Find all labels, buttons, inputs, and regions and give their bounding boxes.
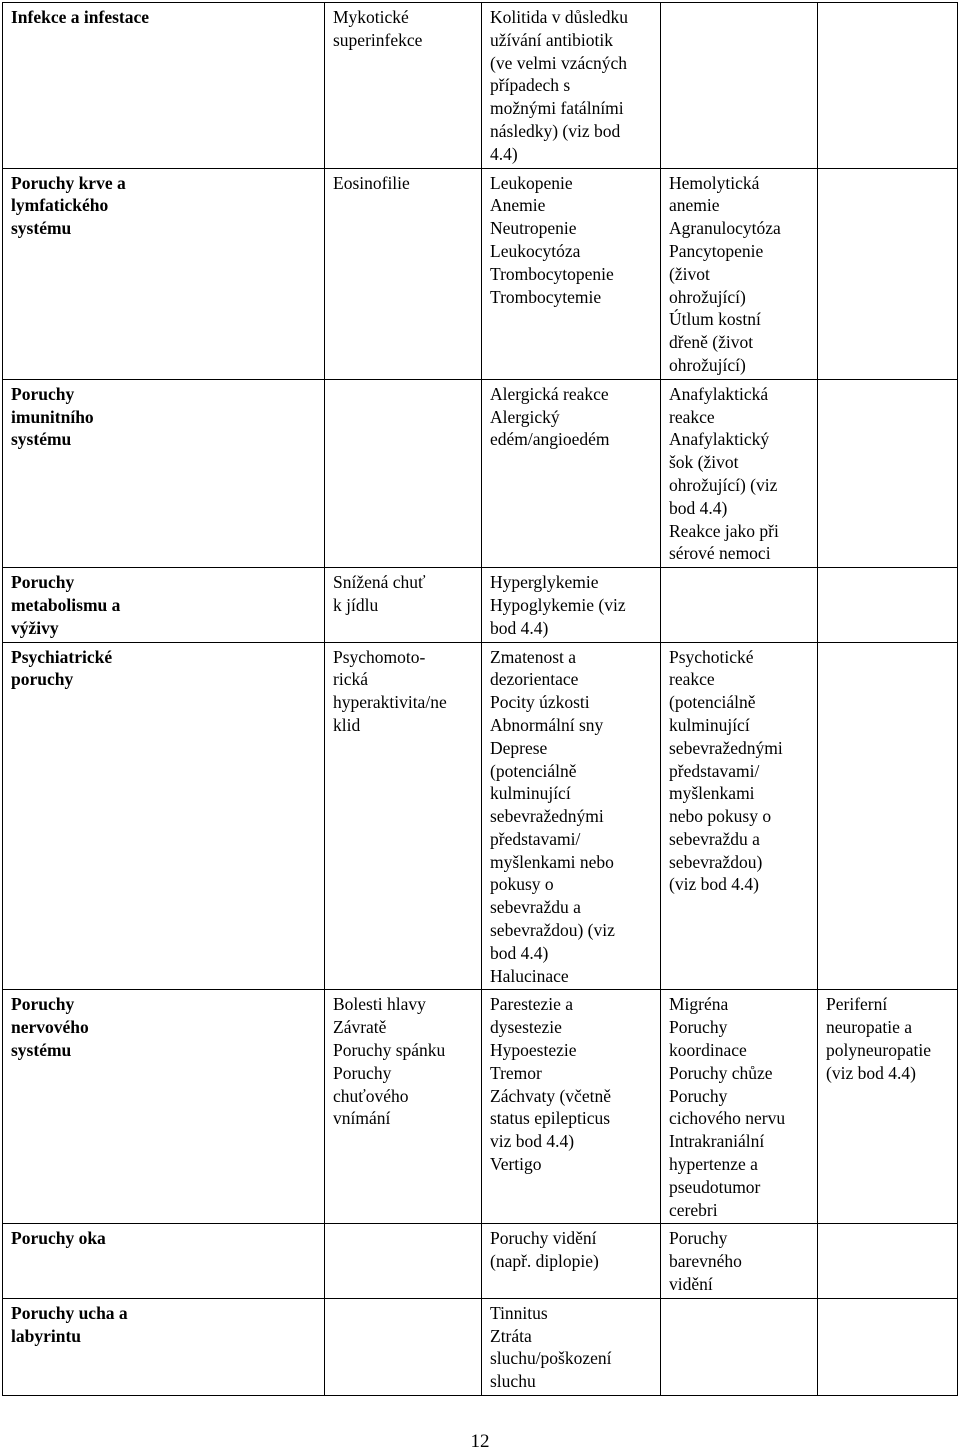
effect-cell <box>325 1298 482 1395</box>
effect-cell <box>325 379 482 567</box>
effect-cell: Poruchy vidění (např. diplopie) <box>482 1224 661 1298</box>
table-row <box>3 1298 958 1395</box>
effect-cell: Eosinofilie <box>325 168 482 379</box>
effect-cell: Hyperglykemie Hypoglykemie (viz bod 4.4) <box>482 568 661 642</box>
effect-cell: Parestezie a dysestezie Hypoestezie Tremor Záchvaty (včetně status epilepticus viz bod 4.4) Vertigo <box>482 990 661 1224</box>
effect-cell: Kolitida v důsledku užívání antibiotik (ve velmi vzácných případech s možnými fatálními následky) (viz bod 4.4) <box>482 3 661 169</box>
effect-cell: Anafylaktická reakce Anafylaktický šok (život ohrožující) (viz bod 4.4) Reakce jako při sérové nemoci <box>661 379 818 567</box>
table-row <box>3 168 958 379</box>
table-row <box>3 642 958 990</box>
effect-cell <box>661 3 818 169</box>
effect-cell: Leukopenie Anemie Neutropenie Leukocytóza Trombocytopenie Trombocytemie <box>482 168 661 379</box>
effect-cell: Mykotické superinfekce <box>325 3 482 169</box>
effect-cell <box>325 1224 482 1298</box>
organ-class-cell: Poruchy oka <box>3 1224 325 1298</box>
table-row <box>3 1224 958 1298</box>
organ-class-cell: Poruchy ucha a labyrintu <box>3 1298 325 1395</box>
effect-cell <box>661 1298 818 1395</box>
organ-class-cell: Poruchy imunitního systému <box>3 379 325 567</box>
effect-cell <box>818 379 958 567</box>
effect-cell: Tinnitus Ztráta sluchu/poškození sluchu <box>482 1298 661 1395</box>
organ-class-cell: Infekce a infestace <box>3 3 325 169</box>
organ-class-cell: Poruchy nervového systému <box>3 990 325 1224</box>
effect-cell <box>818 1298 958 1395</box>
table-row <box>3 379 958 567</box>
table-row <box>3 568 958 642</box>
effect-cell: Snížená chuť k jídlu <box>325 568 482 642</box>
effect-cell <box>818 568 958 642</box>
effect-cell: Psychomoto- rická hyperaktivita/ne klid <box>325 642 482 990</box>
effect-cell: Alergická reakce Alergický edém/angioedém <box>482 379 661 567</box>
effect-cell <box>818 3 958 169</box>
effect-cell: Zmatenost a dezorientace Pocity úzkosti Abnormální sny Deprese (potenciálně kulminující sebevražednými představami/ myšlenkami nebo pokusy o sebevraždu a sebevraždou) (viz bod 4.4) Halucinace <box>482 642 661 990</box>
effect-cell: Poruchy barevného vidění <box>661 1224 818 1298</box>
table-row <box>3 990 958 1224</box>
effect-cell <box>818 1224 958 1298</box>
adverse-effects-table <box>2 2 958 1396</box>
effect-cell <box>818 168 958 379</box>
organ-class-cell: Poruchy krve a lymfatického systému <box>3 168 325 379</box>
effect-cell: Hemolytická anemie Agranulocytóza Pancytopenie (život ohrožující) Útlum kostní dřeně (život ohrožující) <box>661 168 818 379</box>
effect-cell: Bolesti hlavy Závratě Poruchy spánku Poruchy chuťového vnímání <box>325 990 482 1224</box>
effect-cell: Psychotické reakce (potenciálně kulminující sebevražednými představami/ myšlenkami nebo pokusy o sebevraždu a sebevraždou) (viz bod 4.4) <box>661 642 818 990</box>
effect-cell: Migréna Poruchy koordinace Poruchy chůze Poruchy cichového nervu Intrakraniální hypertenze a pseudotumor cerebri <box>661 990 818 1224</box>
effect-cell <box>661 568 818 642</box>
effect-cell <box>818 642 958 990</box>
page-number: 12 <box>470 1431 490 1452</box>
table-row <box>3 3 958 169</box>
organ-class-cell: Psychiatrické poruchy <box>3 642 325 990</box>
effect-cell: Periferní neuropatie a polyneuropatie (viz bod 4.4) <box>818 990 958 1224</box>
organ-class-cell: Poruchy metabolismu a výživy <box>3 568 325 642</box>
